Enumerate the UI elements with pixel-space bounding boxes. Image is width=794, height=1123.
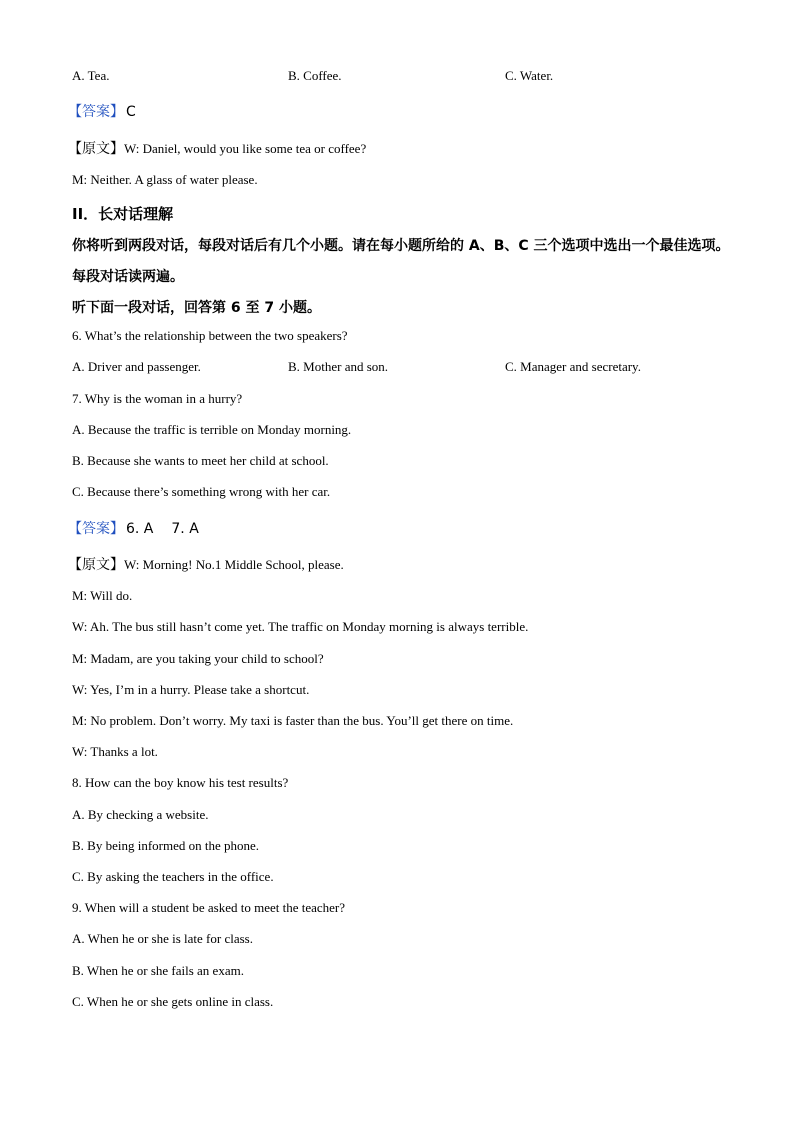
script-text: W: Morning! No.1 Middle School, please.	[124, 557, 344, 572]
q5-option-a: A. Tea.	[72, 68, 110, 83]
q8-option-b: B. By being informed on the phone.	[72, 838, 260, 853]
answer-value: C	[126, 104, 136, 120]
q5-option-c: C. Water.	[505, 68, 554, 83]
script-line: M: Madam, are you taking your child to school?	[72, 651, 324, 666]
section-instruction-2: 每段对话读两遍。	[72, 269, 184, 285]
q9-question: 9. When will a student be asked to meet the teacher?	[72, 900, 346, 915]
q8-question: 8. How can the boy know his test results?	[72, 775, 289, 790]
q7-option-b: B. Because she wants to meet her child at school.	[72, 453, 329, 468]
answer-6: 6. A	[126, 521, 154, 537]
answer-7: 7. A	[171, 521, 199, 537]
q9-option-c: C. When he or she gets online in class.	[72, 994, 274, 1009]
q5-script-line-1	[68, 141, 366, 158]
q6-question: 6. What’s the relationship between the two speakers?	[72, 328, 348, 343]
answers-6-7	[68, 521, 199, 537]
q7-question: 7. Why is the woman in a hurry?	[72, 391, 243, 406]
script-line: W: Thanks a lot.	[72, 744, 158, 759]
q5-script-line-2: M: Neither. A glass of water please.	[72, 172, 258, 187]
script-text: W: Daniel, would you like some tea or coffee?	[124, 141, 367, 156]
q6-option-a: A. Driver and passenger.	[72, 359, 201, 374]
section-title: II．长对话理解	[72, 205, 174, 223]
script-line: M: No problem. Don’t worry. My taxi is faster than the bus. You’ll get there on time.	[72, 713, 514, 728]
q9-option-b: B. When he or she fails an exam.	[72, 963, 244, 978]
q7-option-c: C. Because there’s something wrong with her car.	[72, 484, 331, 499]
q8-option-a: A. By checking a website.	[72, 807, 209, 822]
script-label: 【原文】	[68, 558, 124, 573]
script-6-7-line-1	[68, 557, 344, 574]
answer-label: 【答案】	[68, 104, 124, 120]
q7-option-a: A. Because the traffic is terrible on Monday morning.	[72, 422, 352, 437]
sub-instruction: 听下面一段对话，回答第 6 至 7 小题。	[72, 300, 321, 316]
script-line: W: Yes, I’m in a hurry. Please take a shortcut.	[72, 682, 310, 697]
q9-option-a: A. When he or she is late for class.	[72, 931, 253, 946]
answer-label: 【答案】	[68, 521, 124, 537]
q5-option-b: B. Coffee.	[288, 68, 342, 83]
script-line: W: Ah. The bus still hasn’t come yet. The traffic on Monday morning is always terrible.	[72, 619, 529, 634]
q6-option-c: C. Manager and secretary.	[505, 359, 641, 374]
section-instruction-1: 你将听到两段对话，每段对话后有几个小题。请在每小题所给的 A、B、C 三个选项中选出一个最佳选项。	[72, 238, 730, 254]
script-label: 【原文】	[68, 142, 124, 157]
q5-answer	[68, 104, 136, 120]
script-line: M: Will do.	[72, 588, 133, 603]
q6-option-b: B. Mother and son.	[288, 359, 389, 374]
q8-option-c: C. By asking the teachers in the office.	[72, 869, 274, 884]
